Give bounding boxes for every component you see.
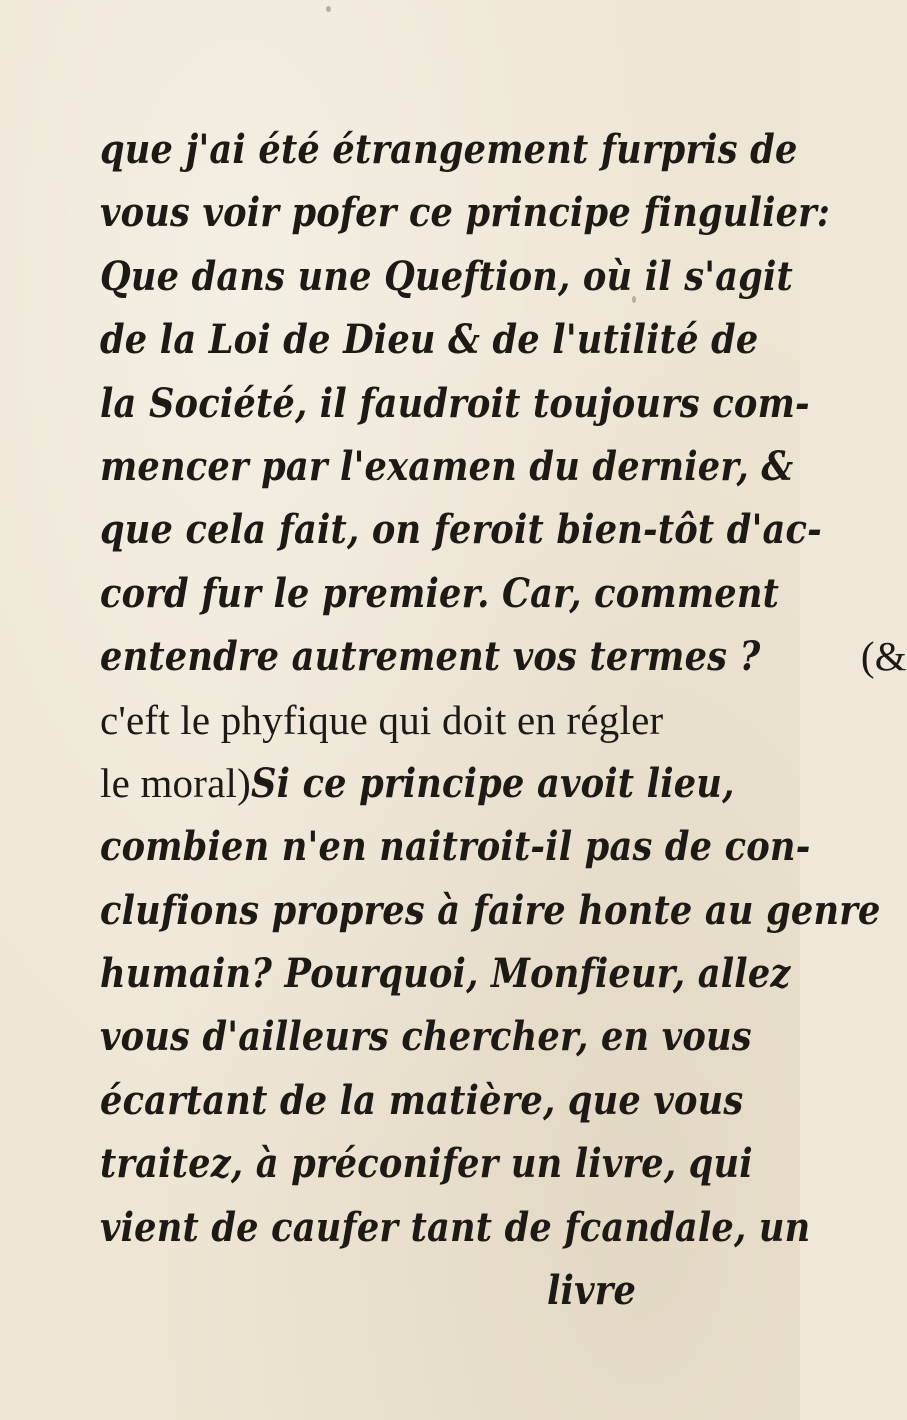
text-line: vous d'ailleurs chercher, en vous [100, 1013, 752, 1061]
text-line: traitez, à préconifer un livre, qui [100, 1140, 753, 1188]
text-line: combien n'en naitroit-il pas de con- [100, 823, 811, 871]
text-line: de la Loi de Dieu & de l'utilité de [100, 316, 759, 364]
text-line [100, 752, 740, 815]
text-segment-italic: entendre autrement vos termes ? [100, 633, 761, 681]
ink-speck [326, 6, 331, 12]
text-segment-italic: Si ce principe avoit lieu, [250, 759, 735, 807]
text-line: mencer par l'examen du dernier, & [100, 442, 794, 490]
text-line: écartant de la matière, que vous [100, 1076, 744, 1124]
text-line: c'eft le phyfique qui doit en régler [100, 696, 664, 743]
text-line: que j'ai été étrangement furpris de [100, 126, 798, 173]
text-line: clufions propres à faire honte au genre [100, 886, 881, 934]
text-line: vous voir pofer ce principe fingulier: [100, 189, 831, 237]
text-line: cord fur le premier. Car, comment [100, 569, 780, 617]
text-line: vient de caufer tant de fcandale, un [100, 1203, 811, 1251]
text-line: humain? Pourquoi, Monfieur, allez [100, 950, 791, 998]
page-text [100, 118, 907, 1322]
text-segment-roman: (& [850, 633, 907, 680]
text-segment-roman: le moral) [100, 759, 251, 806]
text-line: Que dans une Queftion, où il s'agit [100, 252, 793, 300]
text-line [100, 625, 907, 688]
text-line: que cela fait, on feroit bien-tôt d'ac- [100, 506, 822, 554]
catchword-text: livre [546, 1267, 636, 1315]
catchword [100, 1259, 740, 1322]
text-line: la Société, il faudroit toujours com- [100, 379, 810, 427]
